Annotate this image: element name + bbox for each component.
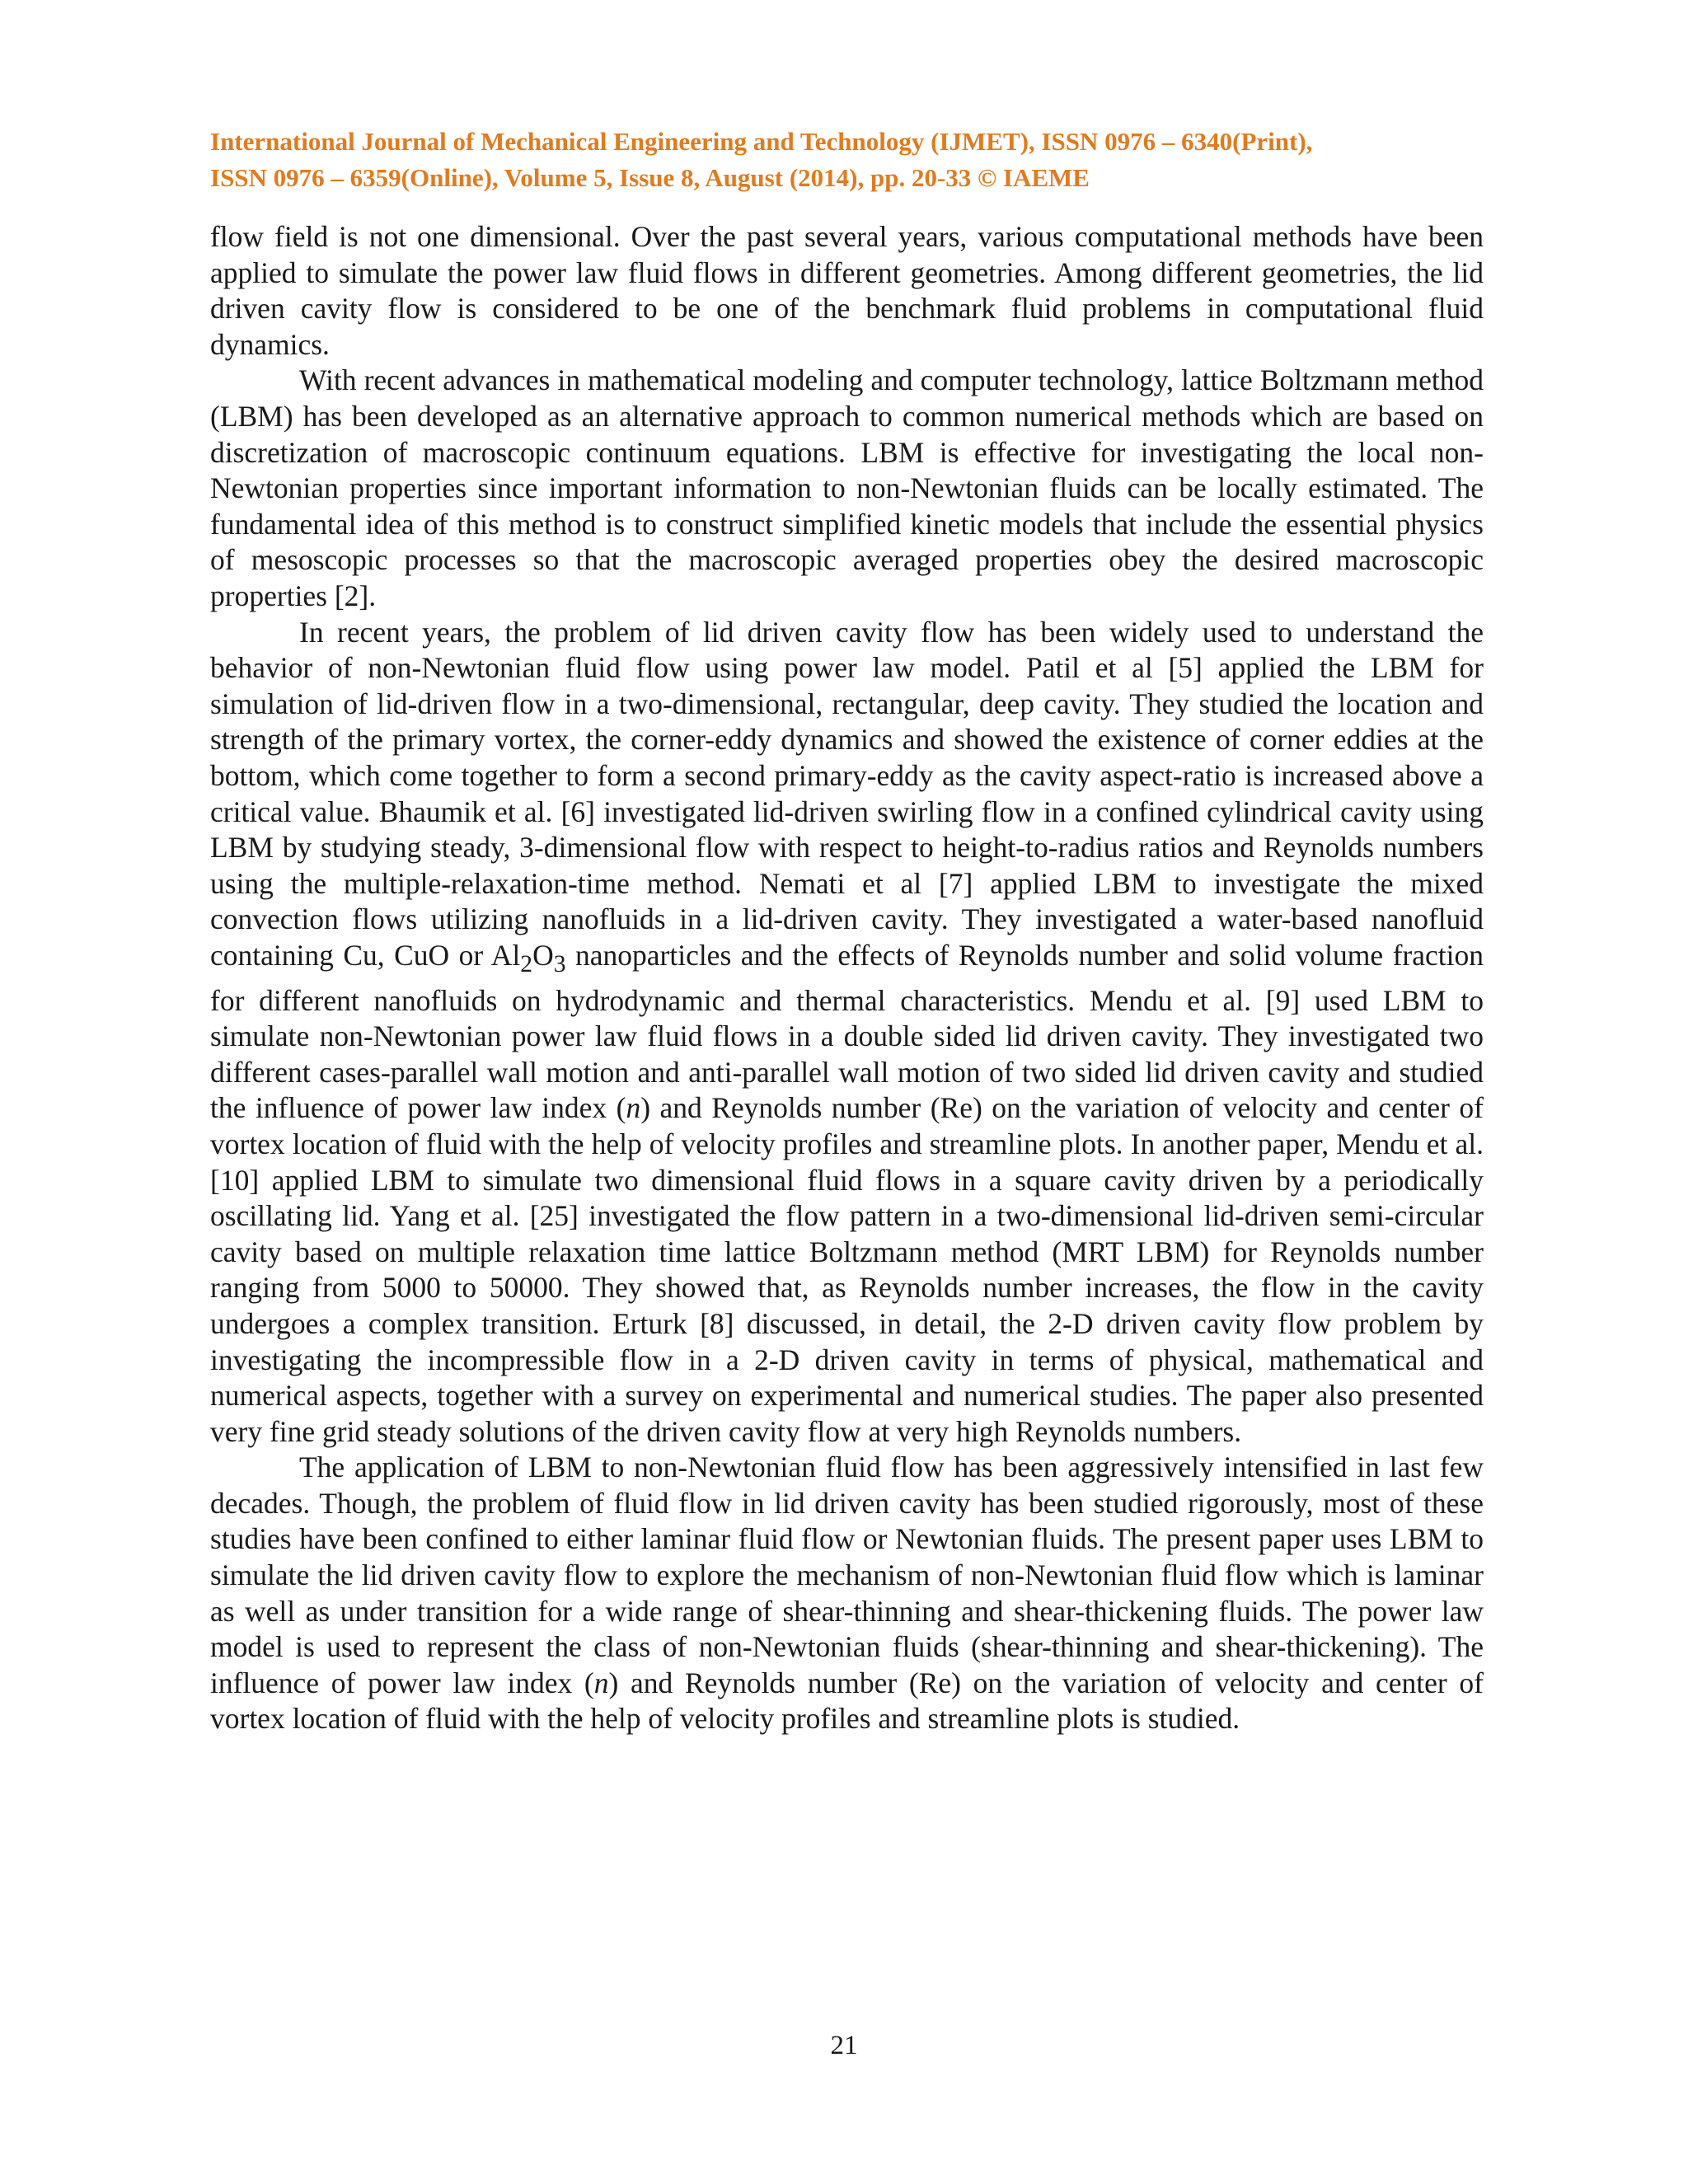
paragraph-4 [210,1450,1484,1737]
oxygen-symbol: O [532,938,554,972]
paragraph-4-text-a: The application of LBM to non-Newtonian fluid flow has been aggressively intensified in last few decades. Though, the problem of fluid flow in lid driven cavity has been studied rigorously, most of these studies have been confined to either laminar fluid flow or Newtonian fluids. The present paper uses LBM to simulate the lid driven cavity flow to explore the mechanism of non-Newtonian fluid flow which is laminar as well as under transition for a wide range of shear-thinning and shear-thickening fluids. The power law model is used to represent the class of non-Newtonian fluids (shear-thinning and shear-thickening). The influence of power law index ( [210,1451,1484,1699]
paragraph-3-text-a: In recent years, the problem of lid driven cavity flow has been widely used to understand the behavior of non-Newtonian fluid flow using power law model. Patil et al [5] applied the LBM for simulation of lid-driven flow in a two-dimensional, rectangular, deep cavity. They studied the location and strength of the primary vortex, the corner-eddy dynamics and showed the existence of corner eddies at the bottom, which come together to form a second primary-eddy as the cavity aspect-ratio is increased above a critical value. Bhaumik et al. [6] investigated lid-driven swirling flow in a confined cylindrical cavity using LBM by studying steady, 3-dimensional flow with respect to height-to-radius ratios and Reynolds numbers using the multiple-relaxation-time method. Nemati et al [7] applied LBM to investigate the mixed convection flows utilizing nanofluids in a lid-driven cavity. They investigated a water-based nanofluid containing Cu, CuO or Al [210,615,1484,972]
subscript-2: 2 [520,950,533,977]
journal-header [210,124,1484,196]
paragraph-3-text-b: nanoparticles and the effects of Reynolds number and solid volume fraction for different nanofluids on hydrodynamic and thermal characteristics. Mendu et al. [9] used LBM to simulate non-Newtonian power law fluid flows in a double sided lid driven cavity. They investigated two different cases-parallel wall motion and anti-parallel wall motion of two sided lid driven cavity and studied the influence of power law index ( [210,938,1484,1125]
page-number: 21 [830,2031,858,2060]
math-n: n [593,1666,609,1699]
article-body [210,219,1484,1737]
paragraph-2: With recent advances in mathematical modeling and computer technology, lattice Boltzmann method (LBM) has been developed as an alternative approach to common numerical methods which are based on discretization of macroscopic continuum equations. LBM is effective for investigating the local non-Newtonian properties since important information to non-Newtonian fluids can be locally estimated. The fundamental idea of this method is to construct simplified kinetic models that include the essential physics of mesoscopic processes so that the macroscopic averaged properties obey the desired macroscopic properties [2]. [210,363,1484,612]
paragraph-1: flow field is not one dimensional. Over the past several years, various computational methods have been applied to simulate the power law fluid flows in different geometries. Among different geometries, the lid driven cavity flow is considered to be one of the benchmark fluid problems in computational fluid dynamics. [210,220,1484,361]
journal-header-line-1: International Journal of Mechanical Engineering and Technology (IJMET), ISSN 0976 – 6340(Print), [210,127,1313,156]
subscript-3: 3 [553,950,566,977]
math-n: n [626,1091,641,1125]
paragraph-3-text-c: ) and Reynolds number (Re) on the variation of velocity and center of vortex location of fluid with the help of velocity profiles and streamline plots. In another paper, Mendu et al. [10] applied LBM to simulate two dimensional fluid flows in a square cavity driven by a periodically oscillating lid. Yang et al. [25] investigated the flow pattern in a two-dimensional lid-driven semi-circular cavity based on multiple relaxation time lattice Boltzmann method (MRT LBM) for Reynolds number ranging from 5000 to 50000. They showed that, as Reynolds number increases, the flow in the cavity undergoes a complex transition. Erturk [8] discussed, in detail, the 2-D driven cavity flow problem by investigating the incompressible flow in a 2-D driven cavity in terms of physical, mathematical and numerical aspects, together with a survey on experimental and numerical studies. The paper also presented very fine grid steady solutions of the driven cavity flow at very high Reynolds numbers. [210,1091,1484,1448]
paragraph-3 [210,615,1484,1451]
journal-header-line-2: ISSN 0976 – 6359(Online), Volume 5, Issue 8, August (2014), pp. 20-33 © IAEME [210,163,1090,192]
paragraph-4-text-b: ) and Reynolds number (Re) on the variation of velocity and center of vortex location of fluid with the help of velocity profiles and streamline plots is studied. [210,1666,1484,1736]
